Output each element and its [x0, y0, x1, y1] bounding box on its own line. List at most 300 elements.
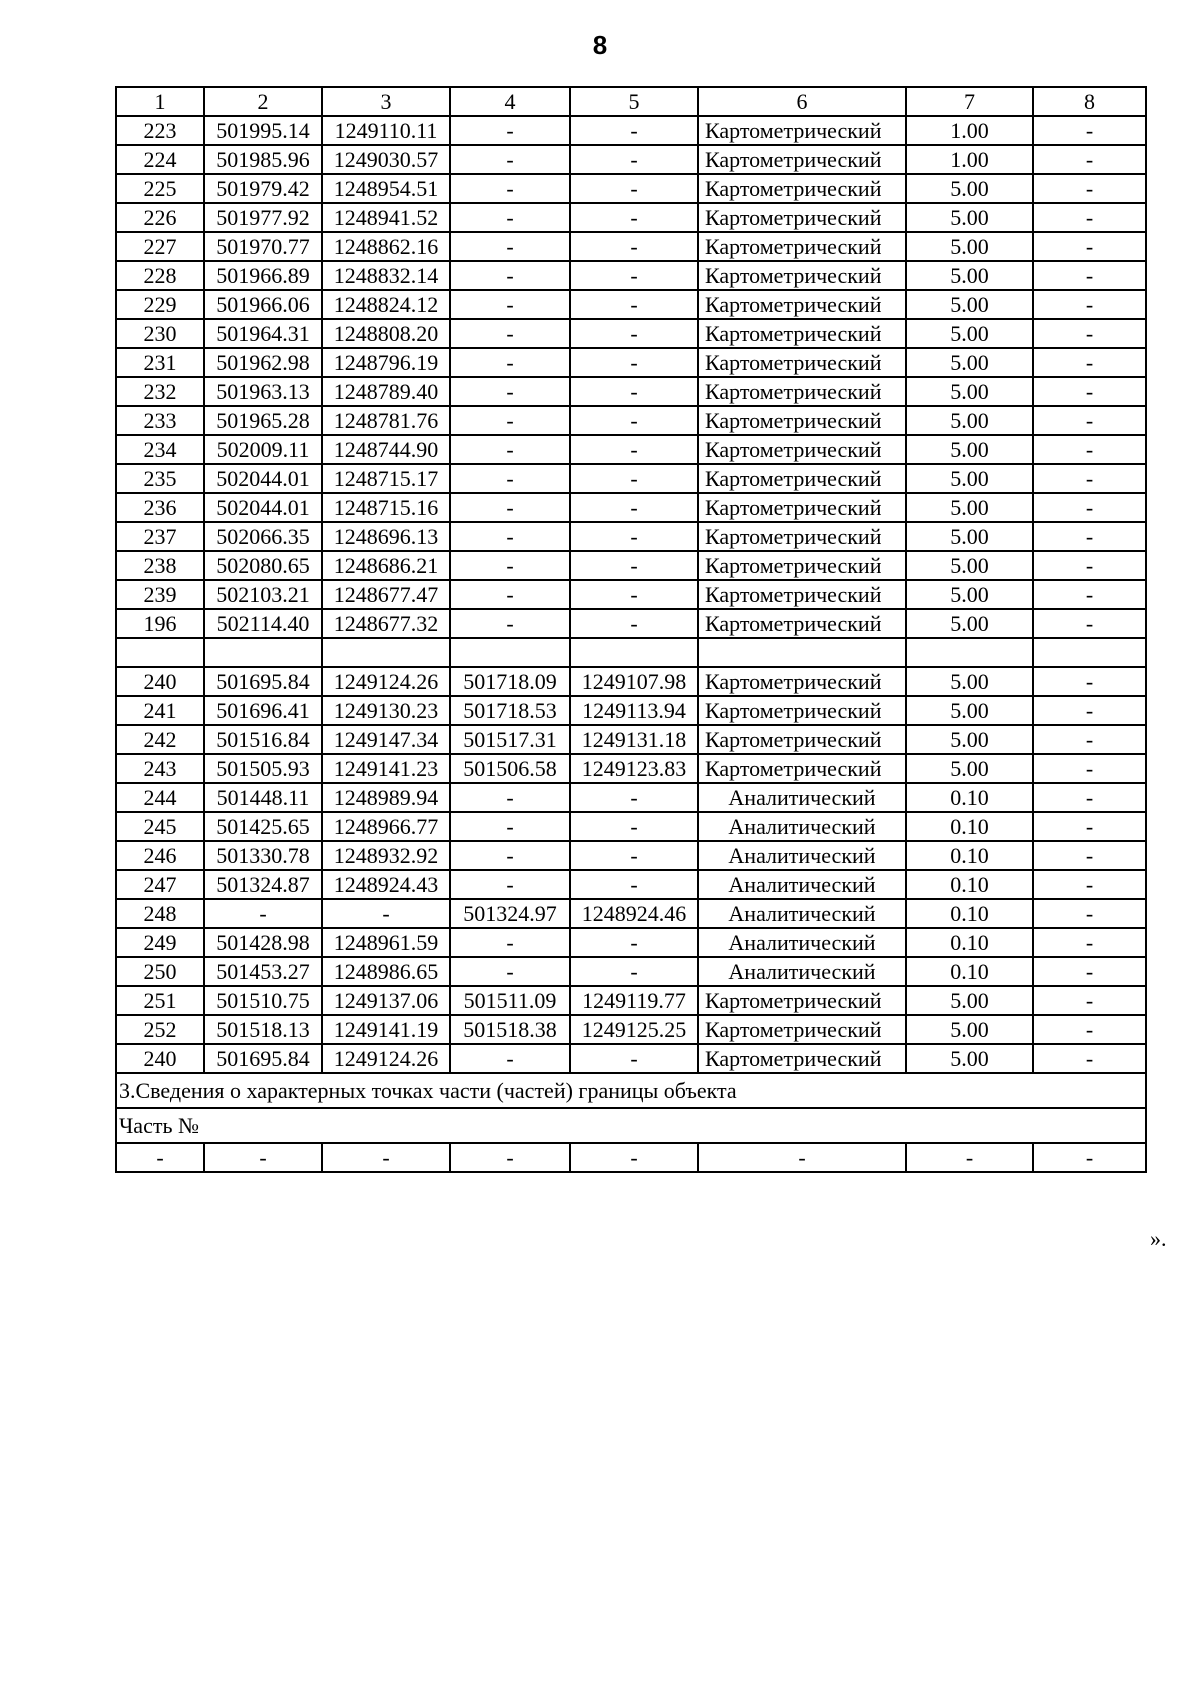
table-cell-col-5: - [570, 116, 698, 145]
table-cell-col-2: 501425.65 [204, 812, 322, 841]
table-cell-col-6: Картометрический [698, 406, 906, 435]
table-cell-col-5 [570, 638, 698, 667]
table-cell-col-7: 5.00 [906, 203, 1033, 232]
table-cell-col-1: 235 [116, 464, 204, 493]
table-cell-col-8: - [1033, 957, 1146, 986]
table-cell-col-5: - [570, 551, 698, 580]
table-cell-col-6: Картометрический [698, 551, 906, 580]
table-cell-col-7: 0.10 [906, 870, 1033, 899]
table-cell-col-5: 1249123.83 [570, 754, 698, 783]
table-cell-col-8: - [1033, 667, 1146, 696]
table-cell-col-7: 5.00 [906, 319, 1033, 348]
table-cell-col-8: - [1033, 551, 1146, 580]
table-cell-col-4: - [450, 319, 570, 348]
table-cell-col-1: 239 [116, 580, 204, 609]
table-cell-col-5: - [570, 522, 698, 551]
table-cell-col-7: 5.00 [906, 261, 1033, 290]
table-cell-col-3: 1248932.92 [322, 841, 450, 870]
table-cell-col-5: - [570, 232, 698, 261]
table-cell-col-5: - [570, 841, 698, 870]
table-cell-col-8: - [1033, 870, 1146, 899]
table-cell-col-1: 238 [116, 551, 204, 580]
table-cell-col-4: - [450, 928, 570, 957]
table-cell-col-2: 502066.35 [204, 522, 322, 551]
table-cell-col-6: Картометрический [698, 319, 906, 348]
table-cell-col-2: 501330.78 [204, 841, 322, 870]
table-cell-col-3: 1248677.32 [322, 609, 450, 638]
table-cell-col-6: Картометрический [698, 203, 906, 232]
table-cell-col-5: - [570, 435, 698, 464]
table-cell-col-1: - [116, 1143, 204, 1172]
table-row [116, 870, 1146, 899]
table-cell-col-2: 502080.65 [204, 551, 322, 580]
table-row [116, 580, 1146, 609]
table-cell-col-7: 5.00 [906, 551, 1033, 580]
table-cell-col-4: 501511.09 [450, 986, 570, 1015]
table-cell-col-7: 0.10 [906, 928, 1033, 957]
table-row [116, 493, 1146, 522]
table-cell-col-5: 1249107.98 [570, 667, 698, 696]
table-cell-col-2: 501324.87 [204, 870, 322, 899]
table-cell-col-6: Картометрический [698, 290, 906, 319]
table-cell-col-4: 4 [450, 87, 570, 116]
table-cell-col-8: - [1033, 377, 1146, 406]
table-cell-col-5: - [570, 609, 698, 638]
table-cell-col-4: - [450, 464, 570, 493]
table-cell-col-2: 501453.27 [204, 957, 322, 986]
table-cell-col-4 [450, 638, 570, 667]
table-cell-col-2: 501695.84 [204, 667, 322, 696]
table-cell-col-8: - [1033, 319, 1146, 348]
table-cell-col-5: - [570, 1143, 698, 1172]
table-cell-col-7: 5.00 [906, 377, 1033, 406]
table-cell-col-6: Аналитический [698, 870, 906, 899]
table-cell-col-1: 237 [116, 522, 204, 551]
table-cell-col-2: 501964.31 [204, 319, 322, 348]
table-cell-col-8: - [1033, 928, 1146, 957]
table-cell-col-8: - [1033, 435, 1146, 464]
table-cell-col-1: 244 [116, 783, 204, 812]
table-cell-col-1: 223 [116, 116, 204, 145]
table-cell-col-6: Картометрический [698, 232, 906, 261]
table-cell-col-1: 229 [116, 290, 204, 319]
table-cell-col-6 [698, 638, 906, 667]
table-cell-col-4: - [450, 783, 570, 812]
table-cell-col-2: 501428.98 [204, 928, 322, 957]
table-cell-col-8: - [1033, 754, 1146, 783]
table-cell-col-6: Картометрический [698, 667, 906, 696]
table-cell-col-3: 1249141.23 [322, 754, 450, 783]
table-cell-col-6: 6 [698, 87, 906, 116]
table-cell-col-4: - [450, 435, 570, 464]
table-cell-col-5: - [570, 203, 698, 232]
table-cell-col-1: 234 [116, 435, 204, 464]
table-cell-col-8: - [1033, 116, 1146, 145]
table-cell-col-6: Аналитический [698, 899, 906, 928]
table-row [116, 928, 1146, 957]
table-cell-col-7: 1.00 [906, 145, 1033, 174]
table-cell-col-5: - [570, 783, 698, 812]
table-cell-col-2: 501966.89 [204, 261, 322, 290]
table-cell-col-4: - [450, 1044, 570, 1073]
table-cell-col-3: 1249141.19 [322, 1015, 450, 1044]
closing-quote: ». [1150, 1226, 1167, 1251]
table-cell-col-5: - [570, 290, 698, 319]
table-cell-col-3: 1249124.26 [322, 667, 450, 696]
table-cell-col-3: 1248986.65 [322, 957, 450, 986]
table-cell-col-4: - [450, 551, 570, 580]
table-cell-col-1: 248 [116, 899, 204, 928]
table-cell-col-1: 240 [116, 667, 204, 696]
table-cell-col-3: - [322, 899, 450, 928]
table-cell-col-7: 5.00 [906, 754, 1033, 783]
table-row [116, 696, 1146, 725]
table-cell-col-2: 502103.21 [204, 580, 322, 609]
table-cell-col-6: Картометрический [698, 725, 906, 754]
table-row [116, 667, 1146, 696]
part-number-label: Часть № [116, 1108, 1146, 1143]
table-cell-col-2: 501962.98 [204, 348, 322, 377]
table-cell-col-1: 240 [116, 1044, 204, 1073]
table-row [116, 1044, 1146, 1073]
table-cell-col-1: 1 [116, 87, 204, 116]
table-row [116, 232, 1146, 261]
table-cell-col-3: 1248989.94 [322, 783, 450, 812]
table-cell-col-7: 5.00 [906, 290, 1033, 319]
table-cell-col-2: - [204, 899, 322, 928]
table-cell-col-7: 5.00 [906, 725, 1033, 754]
table-cell-col-7: 5.00 [906, 406, 1033, 435]
table-cell-col-5: - [570, 145, 698, 174]
table-row [116, 464, 1146, 493]
table-row [116, 754, 1146, 783]
table-cell-col-1: 252 [116, 1015, 204, 1044]
table-cell-col-1 [116, 638, 204, 667]
table-cell-col-1: 245 [116, 812, 204, 841]
table-cell-col-7: 5.00 [906, 435, 1033, 464]
table-cell-col-4: 501518.38 [450, 1015, 570, 1044]
table-cell-col-4: - [450, 174, 570, 203]
table-cell-col-7: 0.10 [906, 899, 1033, 928]
table-cell-col-4: - [450, 377, 570, 406]
table-cell-col-1: 233 [116, 406, 204, 435]
table-cell-col-1: 251 [116, 986, 204, 1015]
table-cell-col-2: 501448.11 [204, 783, 322, 812]
table-cell-col-2 [204, 638, 322, 667]
table-cell-col-5: - [570, 957, 698, 986]
table-cell-col-1: 196 [116, 609, 204, 638]
table-cell-col-3: 1249137.06 [322, 986, 450, 1015]
table-cell-col-7: 7 [906, 87, 1033, 116]
table-cell-col-2: 501977.92 [204, 203, 322, 232]
table-cell-col-7: 5.00 [906, 174, 1033, 203]
table-cell-col-8: - [1033, 841, 1146, 870]
table-cell-col-8: - [1033, 522, 1146, 551]
table-cell-col-8: - [1033, 1044, 1146, 1073]
table-row [116, 406, 1146, 435]
table-row [116, 348, 1146, 377]
table-cell-col-3: 1248796.19 [322, 348, 450, 377]
table-cell-col-4: - [450, 841, 570, 870]
table-cell-col-7: 5.00 [906, 348, 1033, 377]
table-cell-col-6: Картометрический [698, 464, 906, 493]
table-row [116, 261, 1146, 290]
table-cell-col-5: - [570, 580, 698, 609]
part-data-row [116, 1143, 1146, 1172]
table-cell-col-2: 501963.13 [204, 377, 322, 406]
table-cell-col-4: - [450, 261, 570, 290]
table-cell-col-4: - [450, 203, 570, 232]
table-cell-col-2: 502044.01 [204, 493, 322, 522]
table-cell-col-1: 224 [116, 145, 204, 174]
table-cell-col-4: - [450, 522, 570, 551]
table-cell-col-5: - [570, 1044, 698, 1073]
table-cell-col-1: 228 [116, 261, 204, 290]
table-cell-col-8 [1033, 638, 1146, 667]
table-cell-col-1: 250 [116, 957, 204, 986]
table-cell-col-2: 501979.42 [204, 174, 322, 203]
table-cell-col-5: - [570, 464, 698, 493]
table-cell-col-8: - [1033, 609, 1146, 638]
part-label-row [116, 1108, 1146, 1143]
table-row [116, 551, 1146, 580]
table-cell-col-2: 501970.77 [204, 232, 322, 261]
table-cell-col-2: 501696.41 [204, 696, 322, 725]
table-row [116, 290, 1146, 319]
table-cell-col-3: - [322, 1143, 450, 1172]
table-row [116, 1015, 1146, 1044]
table-cell-col-7: 5.00 [906, 667, 1033, 696]
table-cell-col-7: 5.00 [906, 464, 1033, 493]
table-row [116, 609, 1146, 638]
table-cell-col-1: 236 [116, 493, 204, 522]
table-cell-col-7: - [906, 1143, 1033, 1172]
table-cell-col-4: 501718.09 [450, 667, 570, 696]
table-cell-col-5: - [570, 493, 698, 522]
table-row [116, 812, 1146, 841]
table-cell-col-2: 501966.06 [204, 290, 322, 319]
table-cell-col-3: 1248832.14 [322, 261, 450, 290]
table-cell-col-4: 501718.53 [450, 696, 570, 725]
table-cell-col-8: - [1033, 986, 1146, 1015]
table-row [116, 957, 1146, 986]
table-row [116, 522, 1146, 551]
table-cell-col-6: Аналитический [698, 783, 906, 812]
table-cell-col-2: 501995.14 [204, 116, 322, 145]
table-row [116, 638, 1146, 667]
table-cell-col-8: - [1033, 899, 1146, 928]
table-cell-col-6: Картометрический [698, 609, 906, 638]
table-cell-col-7: 0.10 [906, 783, 1033, 812]
table-cell-col-5: - [570, 377, 698, 406]
table-cell-col-3: 1249147.34 [322, 725, 450, 754]
table-cell-col-5: - [570, 261, 698, 290]
table-cell-col-2: 501516.84 [204, 725, 322, 754]
table-cell-col-4: - [450, 812, 570, 841]
table-cell-col-6: Картометрический [698, 145, 906, 174]
table-cell-col-6: Картометрический [698, 261, 906, 290]
table-cell-col-5: 5 [570, 87, 698, 116]
table-cell-col-8: - [1033, 203, 1146, 232]
table-row [116, 145, 1146, 174]
table-cell-col-5: - [570, 870, 698, 899]
table-cell-col-2: 501965.28 [204, 406, 322, 435]
table-cell-col-6: Аналитический [698, 928, 906, 957]
table-cell-col-6: Аналитический [698, 812, 906, 841]
table-cell-col-3: 1248924.43 [322, 870, 450, 899]
table-row [116, 725, 1146, 754]
table-cell-col-7: 0.10 [906, 957, 1033, 986]
page-number: 8 [592, 30, 608, 60]
table-cell-col-2: 501518.13 [204, 1015, 322, 1044]
table-cell-col-3: 1248781.76 [322, 406, 450, 435]
table-cell-col-1: 243 [116, 754, 204, 783]
table-cell-col-1: 226 [116, 203, 204, 232]
table-cell-col-8: - [1033, 290, 1146, 319]
table-row [116, 899, 1146, 928]
table-cell-col-5: - [570, 174, 698, 203]
table-cell-col-6: Картометрический [698, 1015, 906, 1044]
table-cell-col-4: - [450, 609, 570, 638]
table-cell-col-6: Картометрический [698, 754, 906, 783]
table-cell-col-7: 0.10 [906, 812, 1033, 841]
table-cell-col-8: - [1033, 348, 1146, 377]
table-cell-col-3: 1248824.12 [322, 290, 450, 319]
table-cell-col-2: 501985.96 [204, 145, 322, 174]
table-cell-col-8: - [1033, 783, 1146, 812]
table-cell-col-8: - [1033, 406, 1146, 435]
table-cell-col-3 [322, 638, 450, 667]
table-cell-col-4: - [450, 493, 570, 522]
table-cell-col-6: Картометрический [698, 116, 906, 145]
table-cell-col-6: Картометрический [698, 986, 906, 1015]
table-cell-col-3: 1248966.77 [322, 812, 450, 841]
table-cell-col-4: - [450, 406, 570, 435]
table-row [116, 174, 1146, 203]
table-cell-col-4: - [450, 290, 570, 319]
table-cell-col-7: 5.00 [906, 232, 1033, 261]
table-cell-col-7: 0.10 [906, 841, 1033, 870]
table-cell-col-3: 1248715.16 [322, 493, 450, 522]
table-cell-col-3: 3 [322, 87, 450, 116]
table-cell-col-7: 5.00 [906, 986, 1033, 1015]
table-cell-col-6: Картометрический [698, 1044, 906, 1073]
table-cell-col-4: - [450, 580, 570, 609]
table-cell-col-6: Аналитический [698, 957, 906, 986]
table-cell-col-4: 501324.97 [450, 899, 570, 928]
table-cell-col-6: Картометрический [698, 696, 906, 725]
table-cell-col-4: - [450, 348, 570, 377]
table-cell-col-3: 1248677.47 [322, 580, 450, 609]
table-cell-col-2: 502044.01 [204, 464, 322, 493]
table-cell-col-7: 5.00 [906, 1044, 1033, 1073]
table-cell-col-1: 247 [116, 870, 204, 899]
table-cell-col-7 [906, 638, 1033, 667]
table-cell-col-2: 501510.75 [204, 986, 322, 1015]
table-cell-col-1: 231 [116, 348, 204, 377]
table-cell-col-3: 1249110.11 [322, 116, 450, 145]
coordinates-table [115, 86, 1147, 1173]
table-cell-col-6: Картометрический [698, 174, 906, 203]
table-cell-col-5: 1249131.18 [570, 725, 698, 754]
table-cell-col-7: 1.00 [906, 116, 1033, 145]
table-cell-col-8: - [1033, 696, 1146, 725]
table-cell-col-8: - [1033, 812, 1146, 841]
table-cell-col-3: 1248715.17 [322, 464, 450, 493]
table-cell-col-3: 1249130.23 [322, 696, 450, 725]
table-cell-col-1: 241 [116, 696, 204, 725]
table-cell-col-3: 1249030.57 [322, 145, 450, 174]
table-cell-col-4: 501506.58 [450, 754, 570, 783]
table-cell-col-8: - [1033, 725, 1146, 754]
table-row [116, 986, 1146, 1015]
table-row [116, 319, 1146, 348]
table-cell-col-6: Картометрический [698, 580, 906, 609]
table-cell-col-5: - [570, 319, 698, 348]
table-cell-col-7: 5.00 [906, 1015, 1033, 1044]
table-cell-col-1: 246 [116, 841, 204, 870]
table-cell-col-1: 230 [116, 319, 204, 348]
table-cell-col-4: - [450, 957, 570, 986]
table-cell-col-6: Картометрический [698, 348, 906, 377]
table-cell-col-7: 5.00 [906, 609, 1033, 638]
table-cell-col-4: 501517.31 [450, 725, 570, 754]
table-cell-col-7: 5.00 [906, 580, 1033, 609]
table-row [116, 116, 1146, 145]
table-cell-col-5: 1249119.77 [570, 986, 698, 1015]
table-cell-col-6: Картометрический [698, 522, 906, 551]
table-cell-col-5: - [570, 812, 698, 841]
table-cell-col-8: - [1033, 145, 1146, 174]
section-title-row [116, 1073, 1146, 1108]
table-cell-col-7: 5.00 [906, 696, 1033, 725]
table-cell-col-6: Картометрический [698, 493, 906, 522]
table-cell-col-6: Аналитический [698, 841, 906, 870]
table-cell-col-3: 1248744.90 [322, 435, 450, 464]
table-cell-col-8: - [1033, 174, 1146, 203]
table-cell-col-3: 1248808.20 [322, 319, 450, 348]
table-cell-col-6: - [698, 1143, 906, 1172]
table-cell-col-2: 502114.40 [204, 609, 322, 638]
table-cell-col-3: 1248941.52 [322, 203, 450, 232]
table-cell-col-2: - [204, 1143, 322, 1172]
table-cell-col-4: - [450, 116, 570, 145]
table-cell-col-1: 249 [116, 928, 204, 957]
table-cell-col-3: 1249124.26 [322, 1044, 450, 1073]
table-cell-col-1: 242 [116, 725, 204, 754]
table-cell-col-4: - [450, 1143, 570, 1172]
table-cell-col-5: 1249113.94 [570, 696, 698, 725]
table-cell-col-8: - [1033, 1143, 1146, 1172]
table-row [116, 783, 1146, 812]
table-cell-col-8: - [1033, 261, 1146, 290]
table-header-row [116, 87, 1146, 116]
table-cell-col-1: 225 [116, 174, 204, 203]
table-cell-col-6: Картометрический [698, 435, 906, 464]
table-row [116, 203, 1146, 232]
table-cell-col-3: 1248961.59 [322, 928, 450, 957]
table-cell-col-8: - [1033, 493, 1146, 522]
table-cell-col-8: 8 [1033, 87, 1146, 116]
table-cell-col-2: 502009.11 [204, 435, 322, 464]
table-cell-col-6: Картометрический [698, 377, 906, 406]
table-cell-col-3: 1248954.51 [322, 174, 450, 203]
table-cell-col-1: 227 [116, 232, 204, 261]
table-cell-col-8: - [1033, 232, 1146, 261]
table-cell-col-5: - [570, 348, 698, 377]
table-cell-col-5: - [570, 928, 698, 957]
table-cell-col-7: 5.00 [906, 522, 1033, 551]
